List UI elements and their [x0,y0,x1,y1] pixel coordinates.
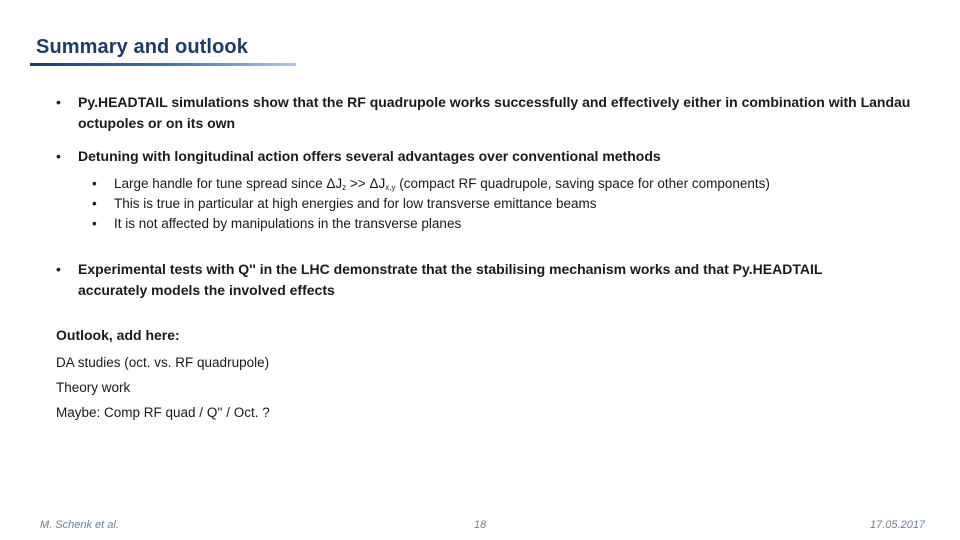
slide-title: Summary and outlook [36,36,248,58]
subbullet-2-1-pre: Large handle for tune spread since ΔJ [114,176,343,191]
outlook-heading: Outlook, add here: [56,327,180,343]
outlook-item-1: DA studies (oct. vs. RF quadrupole) [56,355,270,370]
bullet-dot: • [56,148,61,164]
subbullet-dot: • [92,196,97,211]
subscript-xy: x,y [385,183,396,192]
bullet-dot: • [56,261,61,277]
subbullet-dot: • [92,176,97,191]
subbullet-2-1-mid: >> ΔJ [346,176,386,191]
footer-date: 17.05.2017 [870,519,926,531]
bullet-dot: • [56,94,61,110]
bullet-3 [56,259,838,301]
outlook-item-3: Maybe: Comp RF quad / Q'' / Oct. ? [56,405,270,420]
footer-page-number: 18 [474,519,487,531]
bullet-2-text: Detuning with longitudinal action offers several advantages over conventional methods [78,148,661,164]
subscript-z: z [342,183,347,192]
subbullet-2-2-text: This is true in particular at high energies and for low transverse emittance beams [114,196,597,211]
subbullet-2-2 [92,194,934,215]
footer-author: M. Schenk et al. [40,519,119,531]
bullet-1 [56,92,928,134]
subbullet-dot: • [92,216,97,231]
subbullet-2-1-post: (compact RF quadrupole, saving space for other components) [395,176,770,191]
bullet-2 [56,146,928,167]
outlook-item-2: Theory work [56,380,131,395]
title-underline [30,63,296,66]
bullet-1-text: Py.HEADTAIL simulations show that the RF quadrupole works successfully and effectively either in combination with Landau octupoles or on its own [78,94,911,131]
subbullet-2-3 [92,214,934,235]
bullet-3-text: Experimental tests with Q'' in the LHC demonstrate that the stabilising mechanism works and that Py.HEADTAIL accurately models the involved effects [78,261,823,298]
subbullet-2-3-text: It is not affected by manipulations in the transverse planes [114,216,462,231]
